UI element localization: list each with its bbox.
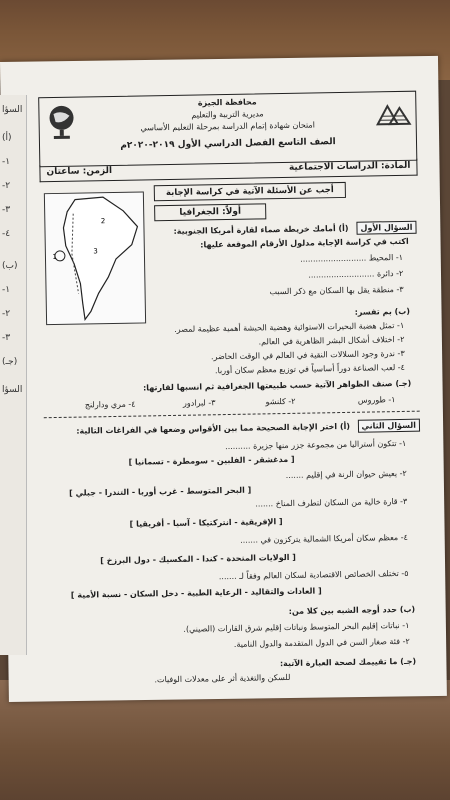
strip-text: (جـ)	[2, 357, 18, 367]
q1-intro: (أ) أمامك خريطة صماء لقارة أمريكا الجنوبية:	[173, 223, 349, 236]
q2-item: ٤- معظم سكان أمريكا الشمالية يتركزون في .......	[240, 532, 408, 545]
exam-sheet	[32, 83, 430, 690]
q2-options: [ الولايات المتحدة - كندا - المكسيك - دول البرزخ ]	[100, 552, 296, 566]
q1-c-item: ٤- مري ودارلنج	[84, 399, 136, 410]
section-title: أولاً: الجغرافيا	[154, 203, 266, 221]
q1-c-item: ٣- لبرادور	[182, 398, 216, 408]
q1-item: ٣- منطقة يقل بها السكان مع ذكر السبب	[269, 284, 404, 297]
q2-c-title: (جـ) ما تقييمك لصحة العبارة الآتية:	[279, 656, 417, 669]
q1-c-item: ٢- كلنشو	[265, 396, 296, 407]
section-divider	[44, 411, 420, 419]
strip-text: السؤا	[2, 385, 23, 395]
q1-task: اكتب في كراسة الإجابة مدلول الأرقام الموقعة عليها:	[200, 236, 409, 250]
q2-intro: (أ) اختر الإجابة الصحيحة مما بين الأقواس وضعها في الفراغات التالية:	[76, 421, 351, 436]
question-2-badge: السؤال الثاني	[357, 419, 420, 433]
q1-c-item: ١- طوروس	[357, 395, 396, 405]
svg-text:2: 2	[100, 217, 106, 226]
strip-text: -٢	[2, 309, 11, 319]
q2-options: [ البحر المتوسط - غرب أوربا - التندرا - جبلي ]	[69, 485, 252, 498]
q2-options: [ الإفريقية - انتركتيكا - آسيا - أفريقيا ]	[129, 517, 283, 529]
q1-b-item: ٣- ندرة وجود السلالات النقية في العالم في الوقت الحاضر.	[210, 348, 405, 362]
header-exam-title: امتحان شهادة إتمام الدراسة بمرحلة التعليم الأساسي	[140, 120, 315, 133]
q2-item: ٣- قارة خالية من السكان لتطرف المناخ .......	[255, 496, 408, 509]
q1-c-title: (جـ) صنف الظواهر الآتية حسب طبيعتها الجغرافية ثم انسبها لقارتها:	[142, 378, 412, 393]
strip-text: -٢	[2, 181, 11, 191]
previous-page-strip	[0, 95, 27, 655]
exam-header	[38, 91, 417, 168]
subject-label: المادة: الدراسات الاجتماعية	[288, 160, 411, 173]
time-label: الزمن: ساعتان	[46, 166, 113, 178]
q1-b-item: ٢- اختلاف أشكال البشر الظاهرية في العالم.	[258, 334, 405, 347]
strip-text: (أ)	[2, 133, 12, 143]
svg-text:3: 3	[93, 247, 98, 256]
q1-b-title: (ب) بم تفسر:	[354, 306, 411, 317]
q1-b-item: ١- تمثل هضبة البحيرات الاستوائية وهضبة الحبشة أهمية عظيمة لمصر.	[174, 320, 405, 334]
q2-item: ٥- تختلف الخصائص الاقتصادية لسكان العالم وفقاً لـ .......	[218, 568, 409, 582]
instruction-box: أجب عن الأسئلة الآتية في كراسة الإجابة	[154, 182, 346, 201]
q2-item: ١- تتكون أستراليا من مجموعة جزر منها جزيرة ..........	[225, 438, 407, 452]
strip-text: -١	[2, 285, 11, 295]
south-america-map	[44, 191, 146, 325]
header-directorate: مديرية التربية والتعليم	[191, 109, 264, 120]
q2-b-item: ٢- فئة صغار السن في الدول المتقدمة والدول النامية.	[233, 636, 410, 649]
svg-text:1: 1	[52, 252, 58, 262]
strip-text: -١	[2, 157, 11, 167]
q2-b-item: ١- نباتات إقليم البحر المتوسط ونباتات إقليم شرق القارات (الصيني).	[183, 620, 410, 634]
pyramids-logo-icon	[375, 98, 412, 129]
blank-map-icon	[45, 192, 145, 324]
q1-b-item: ٤- لعب الصناعة دوراً أساسياً في توزيع معظم سكان أوربا.	[214, 362, 406, 376]
header-grade-term: الصف التاسع الفصل الدراسي الأول ٢٠١٩-٢٠٢٠م	[120, 137, 336, 151]
strip-text: السؤا	[2, 105, 23, 115]
q1-item: ١- المحيط ..........................	[300, 252, 404, 264]
globe-logo-icon	[43, 102, 80, 143]
question-1-badge: السؤال الأول	[356, 221, 416, 235]
q2-options: [ العادات والتقاليد - الرعاية الطبية - دخل السكان - نسبة الأمية ]	[70, 586, 322, 600]
strip-text: -٤	[2, 229, 11, 239]
q2-item: ٢- يعيش حيوان الرنة في إقليم .......	[285, 468, 407, 481]
strip-text: (ب)	[2, 261, 18, 271]
q2-c-text: للسكن والتغذية أثر على معدلات الوفيات.	[154, 672, 291, 685]
strip-text: -٣	[2, 333, 11, 343]
q2-b-title: (ب) حدد أوجه الشبه بين كلا من:	[288, 604, 416, 616]
header-governorate: محافظة الجيزة	[197, 97, 257, 108]
q1-item: ٢- دائرة ..........................	[308, 268, 404, 280]
q2-options: [ مدغشقر - الفلبين - سومطرة - تسمانيا ]	[128, 454, 295, 467]
strip-text: -٣	[2, 205, 11, 215]
